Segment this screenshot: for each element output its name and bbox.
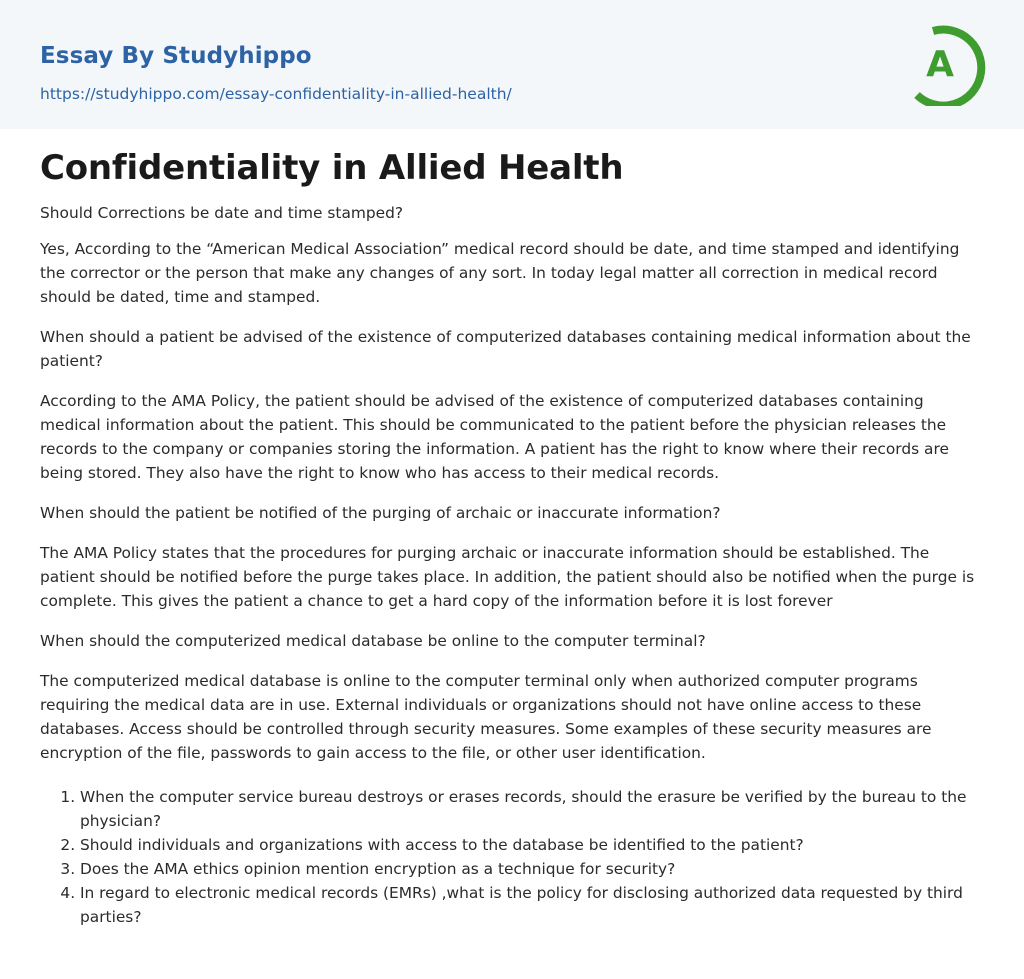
answer-paragraph: The computerized medical database is online to the computer terminal only when authorized computer programs requiring the medical data are in use. External individuals or organizations should not have online access to these databases. Access should be controlled through security measures. Some examples of these security measures are encryption of the file, passwords to gain access to the file, or other user identification. (40, 672, 932, 762)
answer-paragraph: The AMA Policy states that the procedures for purging archaic or inaccurate information should be established. The patient should be notified before the purge takes place. In addition, the patient should also be notified when the purge is complete. This gives the patient a chance to get a hard copy of the information before it is lost forever (40, 544, 975, 610)
letter-a-ring-logo-icon[interactable] (910, 18, 988, 106)
site-header (0, 0, 1024, 129)
list-item: 2. Should individuals and organizations with access to the database be identified to the patient? (80, 833, 984, 857)
answer-paragraph: According to the AMA Policy, the patient should be advised of the existence of computerized databases containing medical information about the patient. This should be communicated to the patient before the physician releases the records to the company or companies storing the information. A patient has the right to know where their records are being stored. They also have the right to know who has access to their medical records. (40, 392, 949, 482)
question-list (40, 785, 984, 929)
question-paragraph: When should the computerized medical database be online to the computer terminal? (40, 632, 706, 650)
page-title: Confidentiality in Allied Health (40, 148, 624, 188)
site-brand[interactable]: Essay By Studyhippo (40, 43, 312, 69)
question-paragraph: Should Corrections be date and time stamped? (40, 204, 404, 222)
question-paragraph: When should a patient be advised of the existence of computerized databases containing medical information about the patient? (40, 328, 971, 370)
article-body (40, 144, 984, 929)
list-item: 1. When the computer service bureau destroys or erases records, should the erasure be verified by the bureau to the physician? (80, 785, 984, 833)
answer-paragraph: Yes, According to the “American Medical Association” medical record should be date, and time stamped and identifying the corrector or the person that make any changes of any sort. In today legal matter all correction in medical record should be dated, time and stamped. (40, 240, 960, 306)
logo-letter: A (926, 44, 954, 85)
essay-url-link[interactable]: https://studyhippo.com/essay-confidentiality-in-allied-health/ (40, 85, 512, 103)
question-paragraph: When should the patient be notified of the purging of archaic or inaccurate information? (40, 504, 721, 522)
list-item: 3. Does the AMA ethics opinion mention encryption as a technique for security? (80, 857, 984, 881)
list-item: 4. In regard to electronic medical records (EMRs) ,what is the policy for disclosing authorized data requested by third parties? (80, 881, 984, 929)
